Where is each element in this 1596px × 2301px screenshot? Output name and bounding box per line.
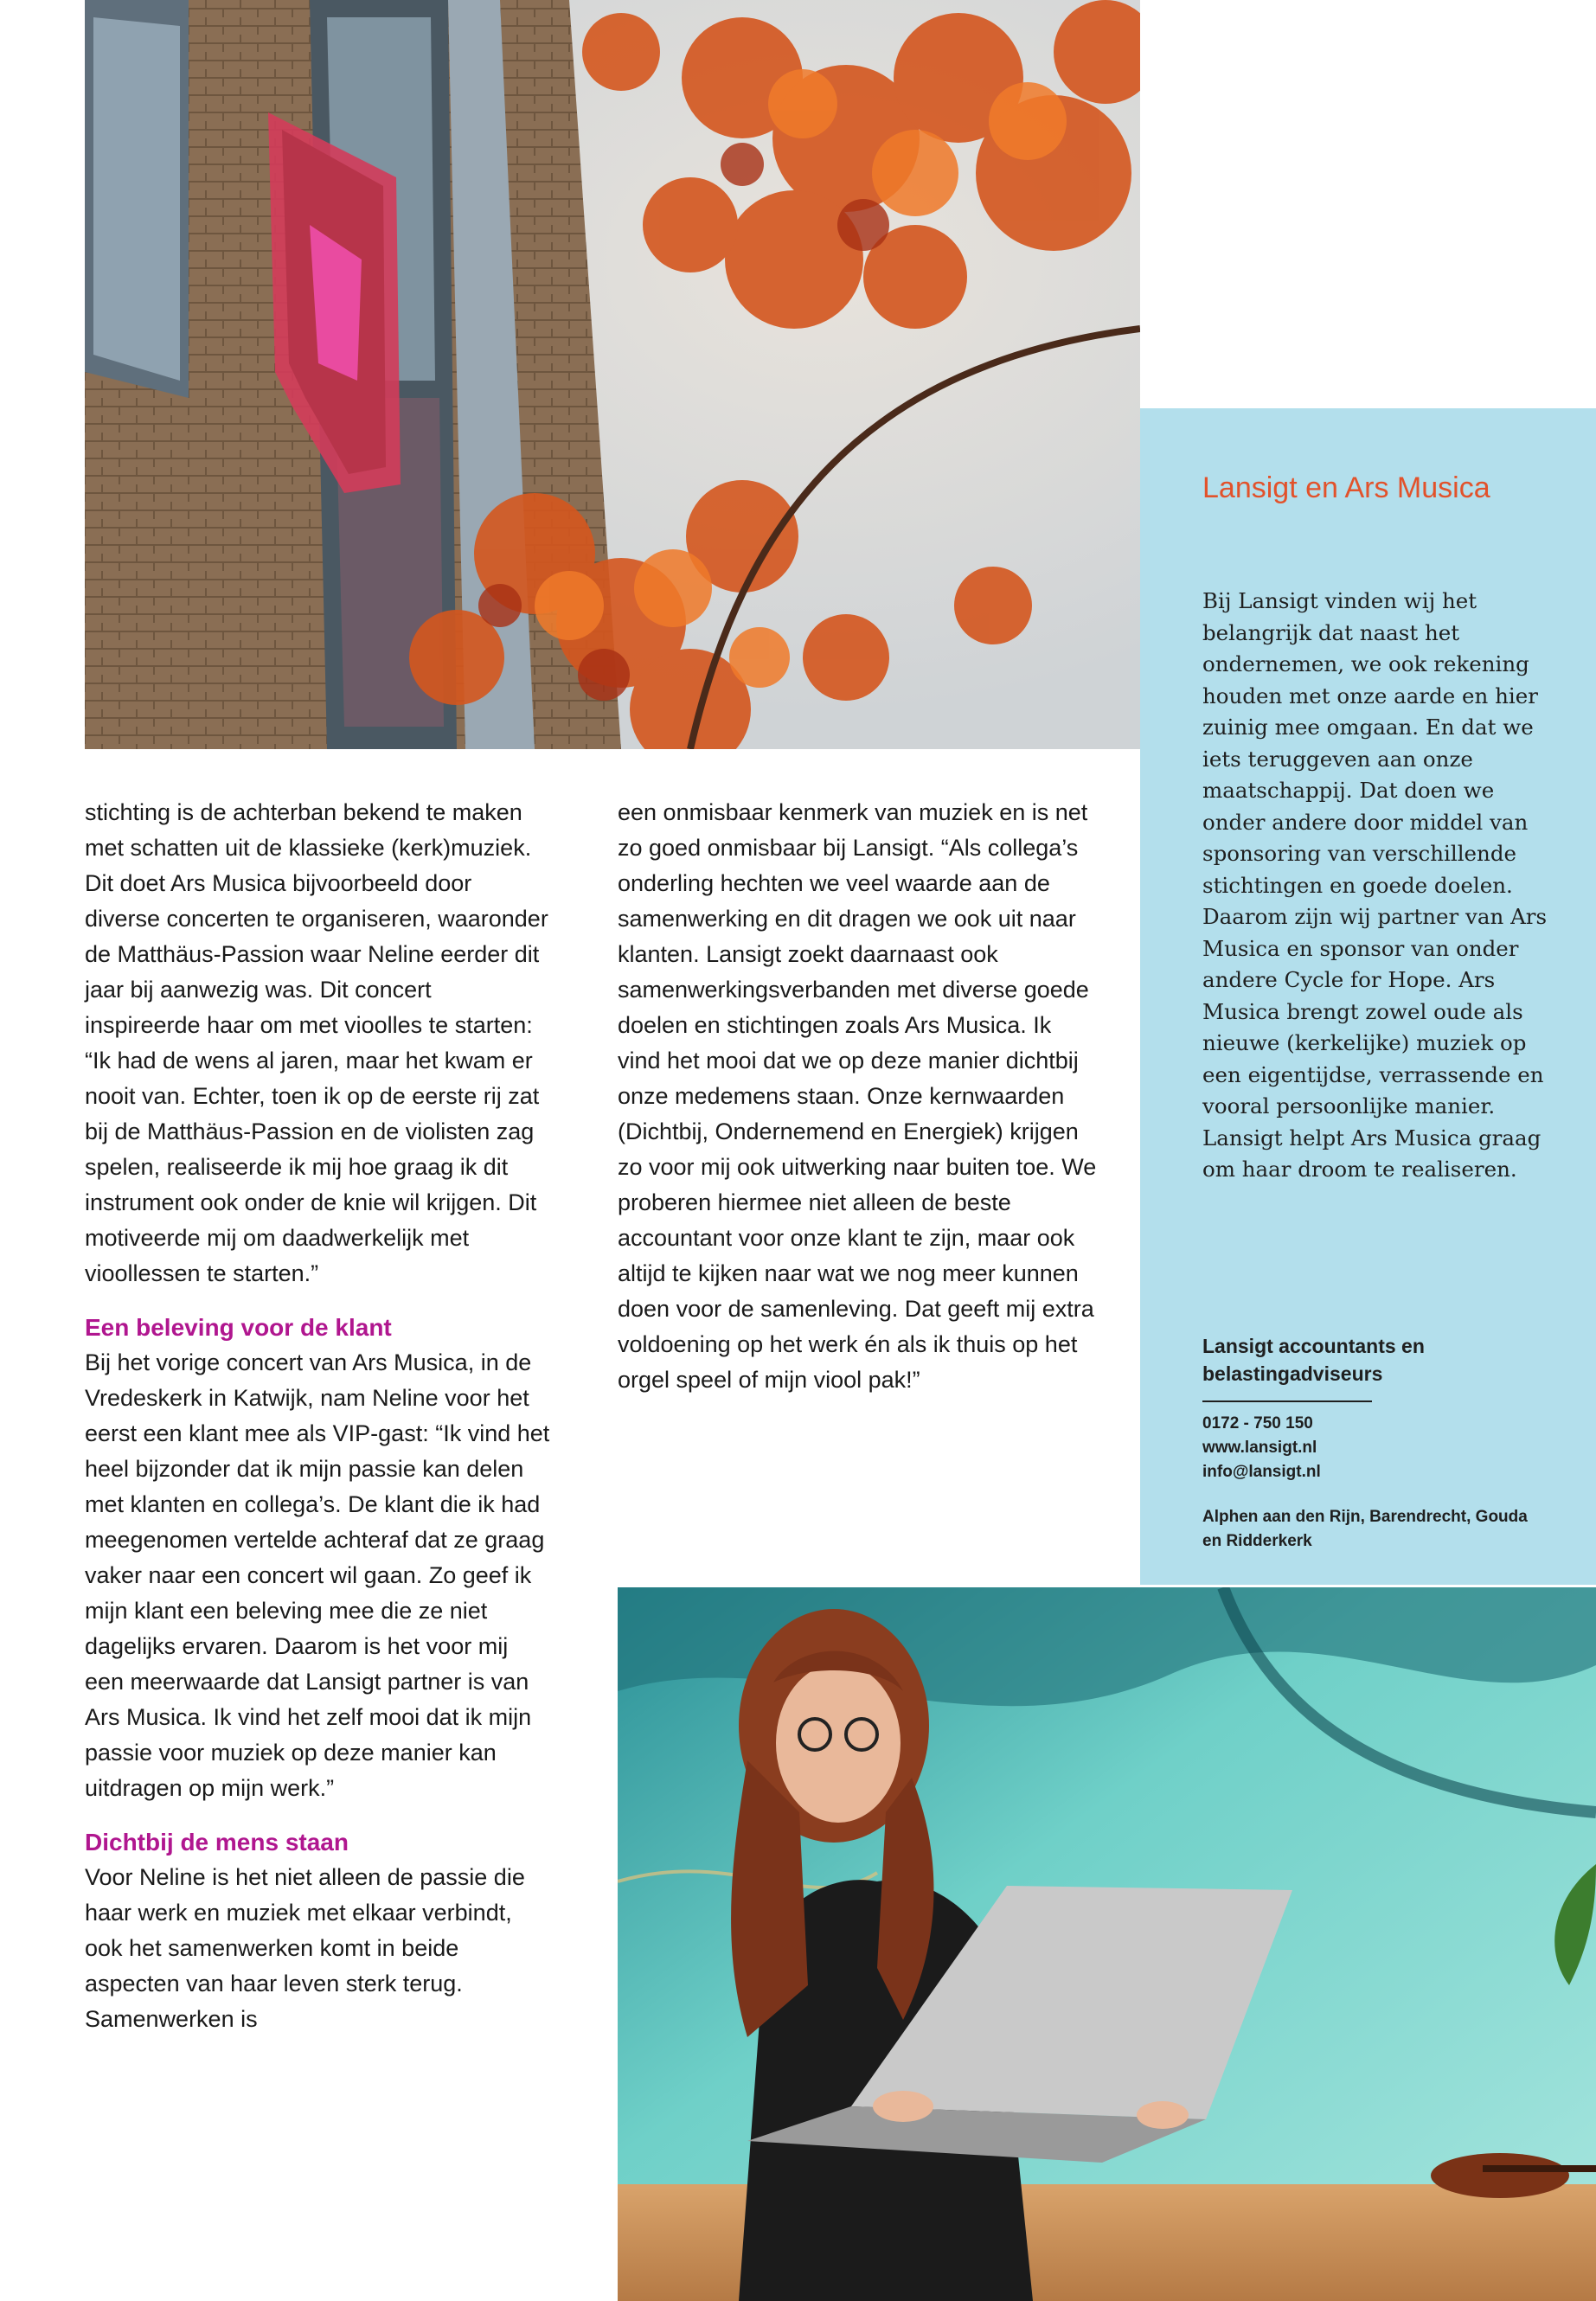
contact-email: info@lansigt.nl bbox=[1202, 1463, 1321, 1481]
article-paragraph: Voor Neline is het niet alleen de passie die haar werk en muziek met elkaar verbindt, ook het samenwerken komt in beide aspecten van haar leven sterk terug. Samenwerken is bbox=[85, 1864, 525, 2032]
woman-laptop-image bbox=[618, 1587, 1596, 2301]
sidebar-body: Bij Lansigt vinden wij het belangrijk dat naast het ondernemen, we ook rekening houden met onze aarde en hier zuinig mee omgaan. En dat we iets teruggeven aan onze maatschappij. Dat doen we onder andere door middel van sponsoring van verschillende stichtingen en goede doelen. Daarom zijn wij partner van Ars Musica en sponsor van onder andere Cycle for Hope. Ars Musica brengt zowel oude als nieuwe (kerkelijke) muziek op een eigentijdse, verrassende en vooral persoonlijke manier. Lansigt helpt Ars Musica graag om haar droom te realiseren. bbox=[1202, 588, 1548, 1182]
sidebar-info-box bbox=[1140, 408, 1596, 1585]
building-autumn-image bbox=[85, 0, 1140, 749]
subheading-dichtbij: Dichtbij de mens staan bbox=[85, 1829, 349, 1856]
sidebar-title: Lansigt en Ars Musica bbox=[1202, 471, 1490, 504]
sidebar-contacts bbox=[1202, 1412, 1548, 1484]
article-column-left bbox=[85, 795, 552, 2037]
subheading-beleving: Een beleving voor de klant bbox=[85, 1314, 392, 1341]
article-paragraph: een onmisbaar kenmerk van muziek en is net zo goed onmisbaar bij Lansigt. “Als collega’s onderling hechten we veel waarde aan de samenwerking en dit dragen we ook uit naar klanten. Lansigt zoekt daarnaast ook samenwerkingsverbanden met diverse goede doelen en stichtingen zoals Ars Musica. Ik vind het mooi dat we op deze manier dichtbij onze medemens staan. Onze kernwaarden (Dichtbij, Ondernemend en Energiek) krijgen zo voor mij ook uitwerking naar buiten toe. We proberen hiermee niet alleen de beste accountant voor onze klant te zijn, maar ook altijd te kijken naar wat we nog meer kunnen doen voor de samenleving. Dat geeft mij extra voldoening op het werk én als ik thuis op het orgel speel of mijn viool pak!” bbox=[618, 799, 1097, 1393]
article-paragraph: stichting is de achterban bekend te maken met schatten uit de klassieke (kerk)muziek. Dit doet Ars Musica bijvoorbeeld door diverse concerten te organiseren, waaronder de Matthäus-Passion waar Neline eerder dit jaar bij aanwezig was. Dit concert inspireerde haar om met vioolles te starten: “Ik had de wens al jaren, maar het kwam er nooit van. Echter, toen ik op de eerste rij zat bij de Matthäus-Passion en de violisten zag spelen, realiseerde ik mij hoe graag ik dit instrument ook onder de knie wil krijgen. Dit motiveerde mij om daadwerkelijk met vioollessen te starten.” bbox=[85, 799, 548, 1286]
sidebar-company: Lansigt accountants en belastingadviseurs bbox=[1202, 1335, 1425, 1385]
article-paragraph: Bij het vorige concert van Ars Musica, in de Vredeskerk in Katwijk, nam Neline voor het eerst een klant mee als VIP-gast: “Ik vind het heel bijzonder dat ik mijn passie kan delen met klanten en collega’s. De klant die ik had meegenomen vertelde achteraf dat ze graag vaker naar een concert wil gaan. Zo geef ik mijn klant een beleving mee die ze niet dagelijks ervaren. Daarom is het voor mij een meerwaarde dat Lansigt partner is van Ars Musica. Ik vind het zelf mooi dat ik mijn passie voor muziek op deze manier kan uitdragen op mijn werk.” bbox=[85, 1349, 550, 1801]
contact-website: www.lansigt.nl bbox=[1202, 1439, 1317, 1457]
contact-phone: 0172 - 750 150 bbox=[1202, 1414, 1313, 1433]
bottom-photo bbox=[618, 1587, 1596, 2301]
sidebar-locations: Alphen aan den Rijn, Barendrecht, Gouda en Ridderkerk bbox=[1202, 1508, 1528, 1550]
top-photo bbox=[85, 0, 1140, 749]
sidebar-divider bbox=[1202, 1400, 1372, 1402]
article-column-middle bbox=[618, 795, 1098, 1398]
